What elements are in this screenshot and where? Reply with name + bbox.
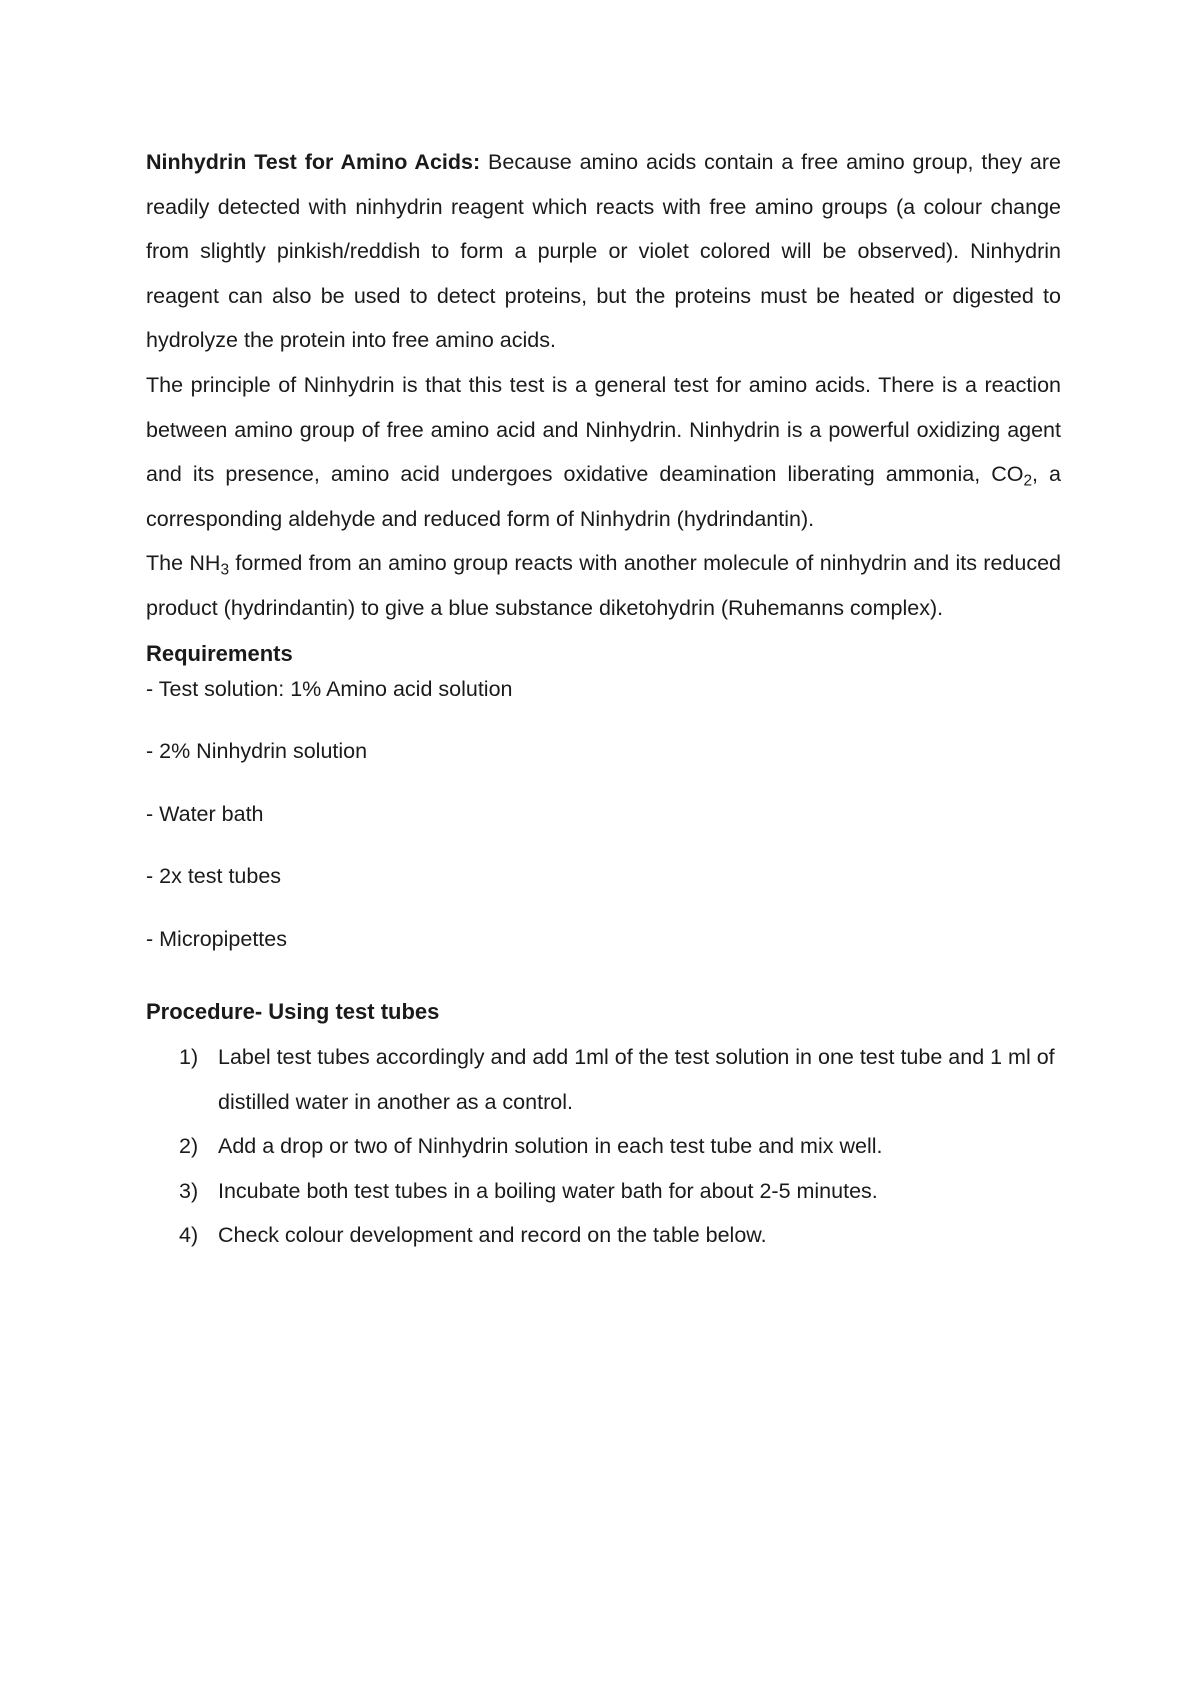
requirement-item: - 2x test tubes <box>146 864 282 889</box>
requirement-item: - Water bath <box>146 801 264 826</box>
procedure-steps <box>146 1035 1061 1258</box>
step-text: Label test tubes accordingly and add 1ml of the test solution in one test tube and 1 ml of distilled water in another as a control. <box>218 1045 1055 1114</box>
procedure-step <box>146 1213 1061 1258</box>
intro-text: Because amino acids contain a free amino group, they are readily detected with ninhydrin reagent which reacts with free amino groups (a colour change from slightly pinkish/reddish to form a purple or violet colored will be observed). Ninhydrin reagent can also be used to detect proteins, but the proteins must be heated or digested to hydrolyze the protein into free amino acids. <box>146 150 1061 353</box>
reaction-text-a: The NH <box>146 551 221 576</box>
requirement-item: - 2% Ninhydrin solution <box>146 739 368 764</box>
intro-lead-heading: Ninhydrin Test for Amino Acids: <box>146 150 481 174</box>
step-number: 1) <box>179 1045 199 1070</box>
requirements-list <box>146 677 1061 951</box>
principle-paragraph <box>146 363 1061 541</box>
principle-text-b: , a corresponding aldehyde and reduced form of Ninhydrin (hydrindantin). <box>146 462 1061 531</box>
procedure-step <box>146 1169 1061 1214</box>
co2-subscript: 2 <box>1023 472 1033 490</box>
document-body <box>146 140 1061 1258</box>
principle-text-a: The principle of Ninhydrin is that this test is a general test for amino acids. There is a reaction between amino group of free amino acid and Ninhydrin. Ninhydrin is a powerful oxidizing agent and its presence, amino acid undergoes oxidative deamination liberating ammonia, CO <box>146 372 1061 487</box>
procedure-heading: Procedure- Using test tubes <box>146 999 440 1025</box>
reaction-paragraph <box>146 541 1061 630</box>
requirements-heading: Requirements <box>146 640 293 666</box>
step-number: 3) <box>179 1178 199 1203</box>
step-text: Add a drop or two of Ninhydrin solution in each test tube and mix well. <box>218 1134 883 1159</box>
procedure-step <box>146 1124 1061 1169</box>
step-text: Incubate both test tubes in a boiling water bath for about 2-5 minutes. <box>218 1178 878 1203</box>
nh3-subscript: 3 <box>220 561 230 579</box>
procedure-step <box>146 1035 1061 1124</box>
requirement-item: - Micropipettes <box>146 926 287 951</box>
step-number: 4) <box>179 1223 199 1248</box>
intro-paragraph <box>146 140 1061 363</box>
step-text: Check colour development and record on the table below. <box>218 1223 767 1248</box>
reaction-text-b: formed from an amino group reacts with another molecule of ninhydrin and its reduced product (hydrindantin) to give a blue substance diketohydrin (Ruhemanns complex). <box>146 551 1061 620</box>
step-number: 2) <box>179 1134 199 1159</box>
requirement-item: - Test solution: 1% Amino acid solution <box>146 676 513 701</box>
